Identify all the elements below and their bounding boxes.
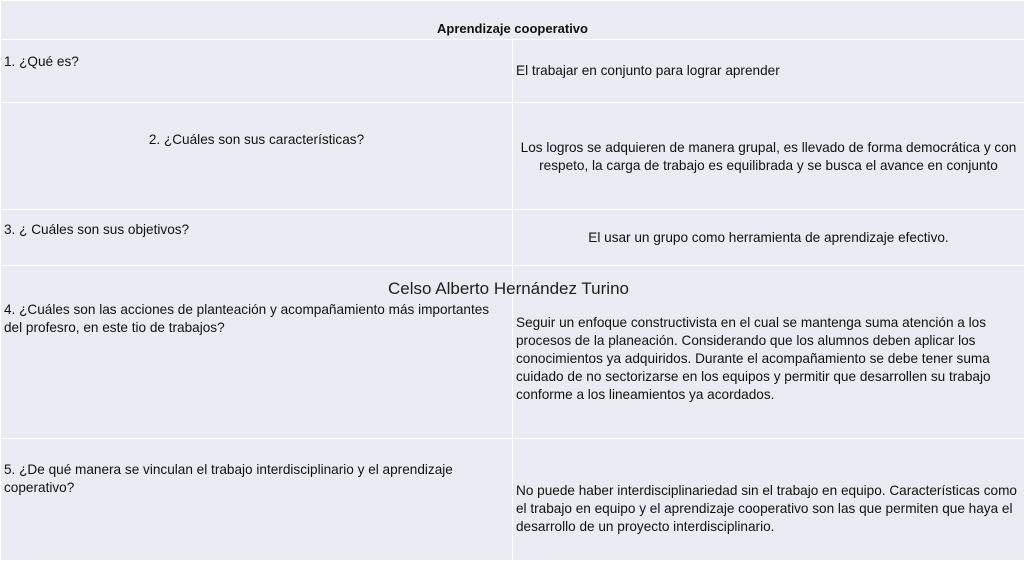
answer-cell: El trabajar en conjunto para lograr aprender — [513, 40, 1024, 103]
question-cell: 5. ¿De qué manera se vinculan el trabajo interdisciplinario y el aprendizaje coperativo? — [1, 439, 513, 561]
table-title-row — [1, 1, 1024, 40]
table-row — [1, 439, 1024, 561]
answer-cell: No puede haber interdisciplinariedad sin el trabajo en equipo. Características como el trabajo en equipo y el aprendizaje cooperativo son las que permiten que haya el desarrollo de un proyecto interdisciplinario. — [513, 439, 1024, 561]
question-cell: 2. ¿Cuáles son sus características? — [1, 103, 513, 210]
answer-cell: El usar un grupo como herramienta de aprendizaje efectivo. — [513, 210, 1024, 266]
answer-cell: Los logros se adquieren de manera grupal, es llevado de forma democrática y con respeto, la carga de trabajo es equilibrada y se busca el avance en conjunto — [513, 103, 1024, 210]
author-name: Celso Alberto Hernández Turino — [388, 279, 629, 298]
question-cell: 4. ¿Cuáles son las acciones de planteación y acompañamiento más importantes del profesro, en este tio de trabajos? — [1, 266, 513, 439]
question-cell: 3. ¿ Cuáles son sus objetivos? — [1, 210, 513, 266]
table-row — [1, 210, 1024, 266]
answer-cell: Seguir un enfoque constructivista en el cual se mantenga suma atención a los procesos de la planeación. Considerando que los alumnos deben aplicar los conocimientos ya adquiridos. Durante el acompañamiento se debe tener suma cuidado de no sectorizarse en los equipos y permitir que desarrollen su trabajo conforme a los lineamientos ya acordados. — [513, 266, 1024, 439]
table-row — [1, 103, 1024, 210]
table-title: Aprendizaje cooperativo — [437, 21, 588, 36]
table-row — [1, 40, 1024, 103]
table-title-cell — [1, 1, 1024, 40]
question-cell: 1. ¿Qué es? — [1, 40, 513, 103]
